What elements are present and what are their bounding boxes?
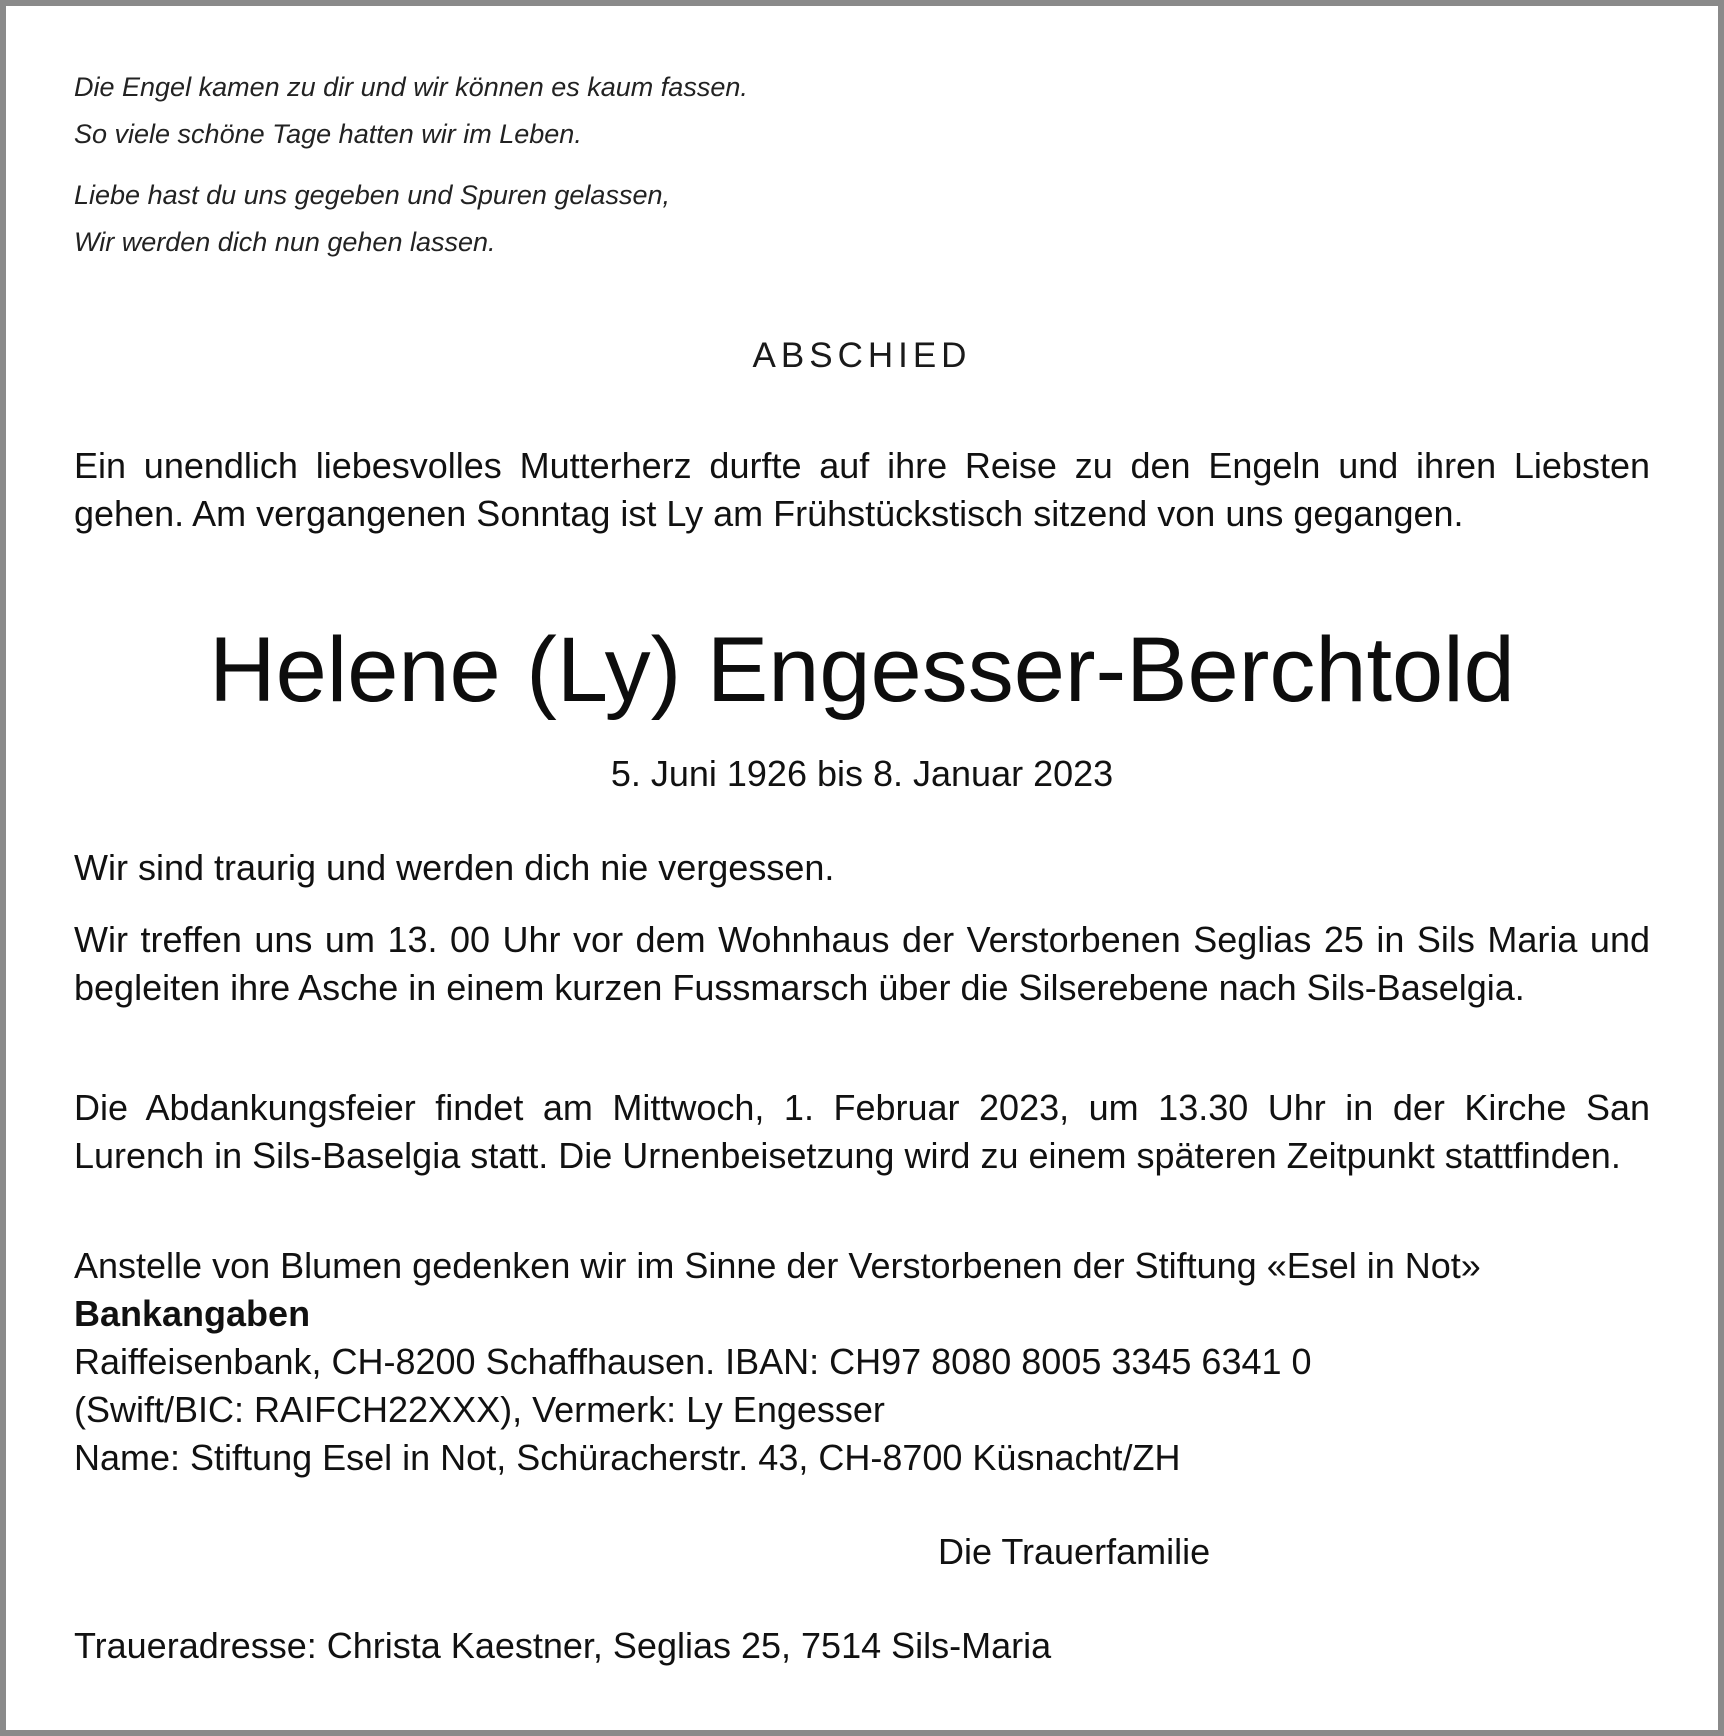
motto-line: Wir werden dich nun gehen lassen. — [74, 227, 496, 257]
address-block — [74, 1622, 1650, 1670]
sad-text: Wir sind traurig und werden dich nie vergessen. — [74, 847, 835, 888]
motto-line: So viele schöne Tage hatten wir im Leben. — [74, 119, 582, 149]
bank-line: Name: Stiftung Esel in Not, Schüracherstr. 43, CH-8700 Küsnacht/ZH — [74, 1437, 1181, 1478]
signature: Die Trauerfamilie — [938, 1531, 1211, 1572]
motto-stanza-2 — [74, 172, 1650, 266]
deceased-name: Helene (Ly) Engesser-Berchtold — [209, 619, 1515, 721]
motto-stanza-1 — [74, 64, 1650, 158]
deceased-dates: 5. Juni 1926 bis 8. Januar 2023 — [610, 753, 1114, 794]
motto-line: Die Engel kamen zu dir und wir können es kaum fassen. — [74, 72, 748, 102]
intro-text: Ein unendlich liebesvolles Mutterherz durfte auf ihre Reise zu den Engeln und ihren Liebsten gehen. Am vergangenen Sonntag ist Ly am Frühstückstisch sitzend von uns gegangen. — [74, 445, 1650, 534]
heading: ABSCHIED — [752, 336, 972, 375]
bank-line: (Swift/BIC: RAIFCH22XXX), Vermerk: Ly Engesser — [74, 1389, 885, 1430]
meeting-paragraph — [74, 916, 1650, 1012]
sad-paragraph — [74, 844, 1650, 892]
donation-block — [74, 1242, 1650, 1482]
motto-line: Liebe hast du uns gegeben und Spuren gelassen, — [74, 180, 670, 210]
ceremony-text: Die Abdankungsfeier findet am Mittwoch, 1. Februar 2023, um 13.30 Uhr in der Kirche San Lurench in Sils-Baselgia statt. Die Urnenbeisetzung wird zu einem späteren Zeitpunkt stattfinden. — [74, 1087, 1650, 1176]
bank-line: Raiffeisenbank, CH-8200 Schaffhausen. IBAN: CH97 8080 8005 3345 6341 0 — [74, 1341, 1312, 1382]
bank-title: Bankangaben — [74, 1293, 311, 1334]
donation-text: Anstelle von Blumen gedenken wir im Sinne der Verstorbenen der Stiftung «Esel in Not» — [74, 1245, 1481, 1286]
meeting-text: Wir treffen uns um 13. 00 Uhr vor dem Wohnhaus der Verstorbenen Seglias 25 in Sils Maria und begleiten ihre Asche in einem kurzen Fussmarsch über die Silserebene nach Sils-Baselgia. — [74, 919, 1650, 1008]
ceremony-paragraph — [74, 1084, 1650, 1180]
address-text: Traueradresse: Christa Kaestner, Seglias 25, 7514 Sils-Maria — [74, 1625, 1052, 1666]
intro-paragraph — [74, 442, 1650, 538]
